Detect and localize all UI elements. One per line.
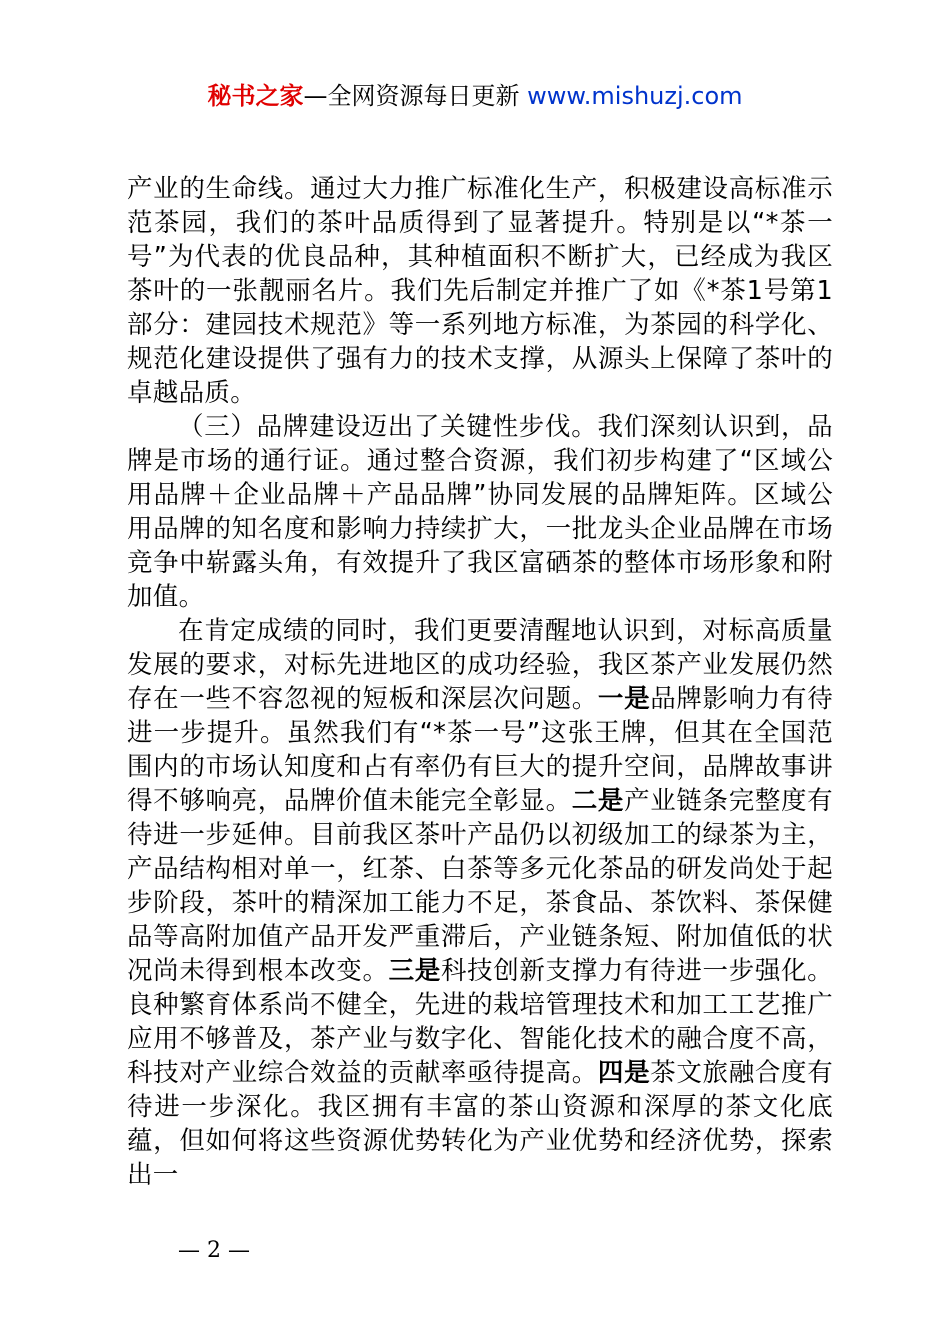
page-number: — 2 — [178,1238,250,1263]
point-1-label: 一是 [597,684,651,714]
point-2-text: 产业链条完整度有待进一步延伸。目前我区茶叶产品仍以初级加工的绿茶为主，产品结构相对单一，红茶、白茶等多元化茶品的研发尚处于起步阶段，茶叶的精深加工能力不足，茶食品、茶饮料、茶保健品等高附加值产品开发严重滞后，产业链条短、附加值低的状况尚未得到根本改变。 [127,786,833,986]
point-3-label: 三是 [388,956,441,986]
paragraph-3-intro: 在肯定成绩的同时，我们更要清醒地认识到，对标高质量发展的要求，对标先进地区的成功经验，我区茶产业发展仍然存在一些不容忽视的短板和深层次问题。 [127,616,833,714]
point-1-text: 品牌影响力有待进一步提升。虽然我们有“*茶一号”这张王牌，但其在全国范围内的市场认知度和占有率仍有巨大的提升空间，品牌故事讲得不够响亮，品牌价值未能完全彰显。 [127,684,833,816]
point-4-text: 茶文旅融合度有待进一步深化。我区拥有丰富的茶山资源和深厚的茶文化底蕴，但如何将这些资源优势转化为产业优势和经济优势，探索出一 [127,1058,833,1190]
site-url-link[interactable]: www.mishuzj.com [527,82,743,110]
paragraph-3 [127,614,833,1192]
paragraph-2: （三）品牌建设迈出了关键性步伐。我们深刻认识到，品牌是市场的通行证。通过整合资源，我们初步构建了“区域公用品牌＋企业品牌＋产品品牌”协同发展的品牌矩阵。区域公用品牌的知名度和影响力持续扩大，一批龙头企业品牌在市场竞争中崭露头角，有效提升了我区富硒茶的整体市场形象和附加值。 [127,412,833,612]
paragraph-1: 产业的生命线。通过大力推广标准化生产，积极建设高标准示范茶园，我们的茶叶品质得到了显著提升。特别是以“*茶一号”为代表的优良品种，其种植面积不断扩大，已经成为我区茶叶的一张靓丽名片。我们先后制定并推广了如《*茶1号第1部分：建园技术规范》等一系列地方标准，为茶园的科学化、规范化建设提供了强有力的技术支撑，从源头上保障了茶叶的卓越品质。 [127,174,833,408]
site-brand: 秘书之家 [207,82,304,110]
site-header [0,80,950,112]
point-4-label: 四是 [597,1058,651,1088]
site-tagline: —全网资源每日更新 [303,82,528,110]
document-body [127,172,833,1192]
point-2-label: 二是 [571,786,625,816]
point-3-text: 科技创新支撑力有待进一步强化。良种繁育体系尚不健全，先进的栽培管理技术和加工工艺推广应用不够普及，茶产业与数字化、智能化技术的融合度不高，科技对产业综合效益的贡献率亟待提高。 [127,956,833,1088]
